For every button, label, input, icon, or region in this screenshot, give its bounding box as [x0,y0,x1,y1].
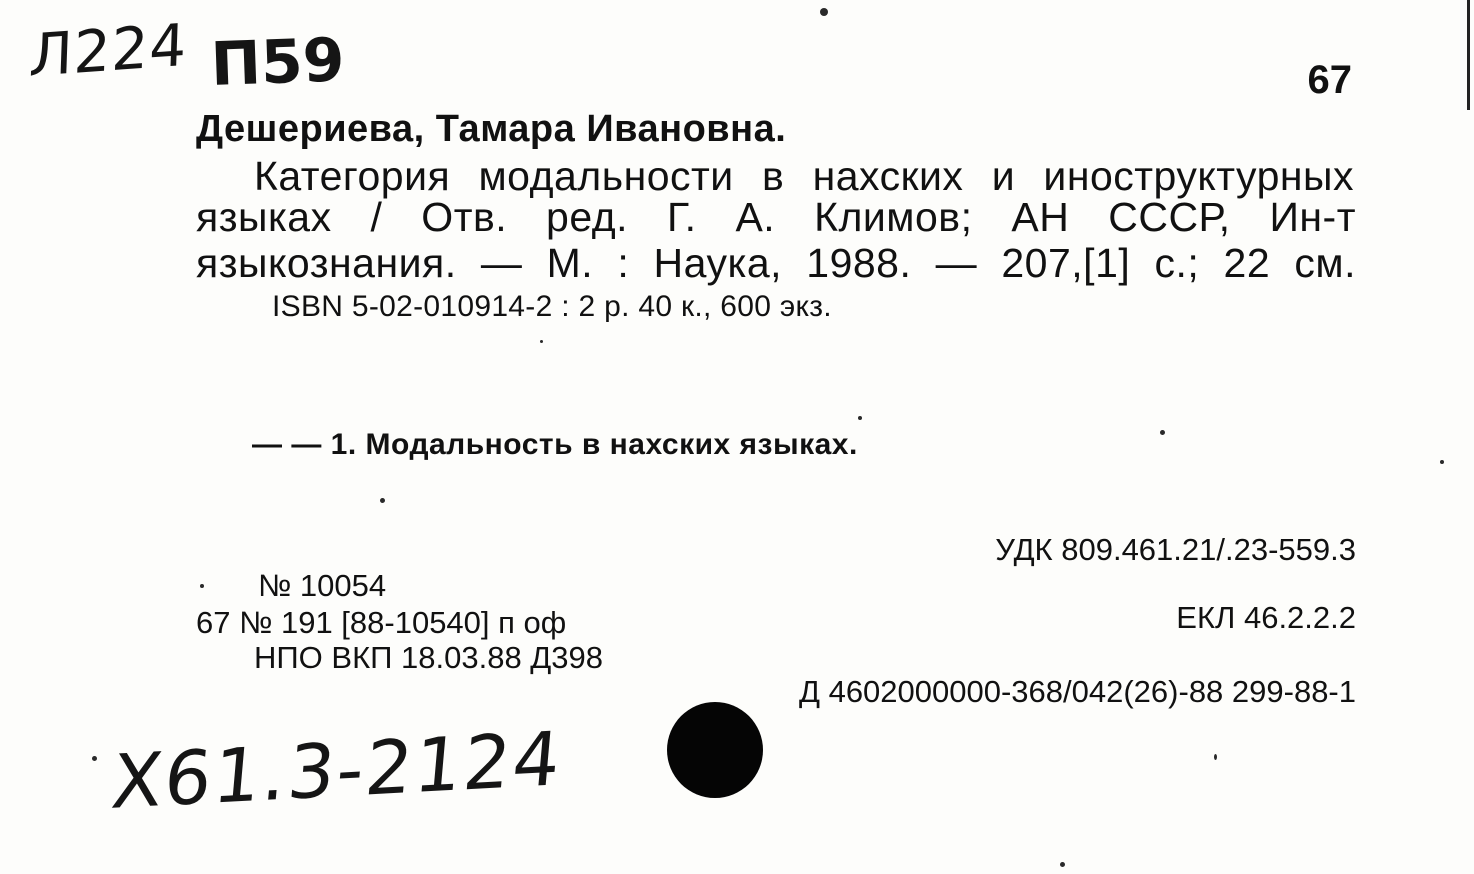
speck [200,584,204,588]
handwritten-shelf-mark: Л224 [28,10,189,90]
speck [1060,862,1065,867]
speck [1440,460,1444,464]
card-page-number: 67 [1307,58,1352,102]
udk-code: УДК 809.461.21/.23-559.3 [995,532,1356,567]
publisher-code: Д 4602000000-368/042(26)-88 299-88-1 [798,674,1356,709]
description-line-1: Категория модальности в нахских и иноструктурных [254,153,1354,199]
speck [820,8,828,16]
speck [380,498,385,503]
card-edge-mark [1467,0,1470,110]
isbn-line: ISBN 5-02-010914-2 : 2 р. 40 к., 600 экз. [272,290,832,323]
description-line-2: языках / Отв. ред. Г. А. Климов; АН СССР, Ин-т [196,194,1356,240]
card-punch-hole [667,702,763,798]
speck [858,416,862,420]
handwritten-index-mark: П59 [209,25,346,101]
handwritten-classification-mark: Х61.3-2124 [108,715,566,826]
description-line-3: языкознания. — М. : Наука, 1988. — 207,[1] с.; 22 см. [196,240,1356,286]
author-heading: Дешериева, Тамара Ивановна. [196,108,787,150]
speck [1214,754,1217,760]
subject-heading: — — 1. Модальность в нахских языках. [252,428,858,461]
speck [540,340,543,343]
registration-number: № 10054 [258,568,387,603]
speck [92,756,97,761]
speck [1160,430,1165,435]
ekl-code: ЕКЛ 46.2.2.2 [1176,600,1356,635]
npo-line: НПО ВКП 18.03.88 Д398 [254,640,604,675]
order-line: 67 № 191 [88-10540] п оф [196,605,567,640]
